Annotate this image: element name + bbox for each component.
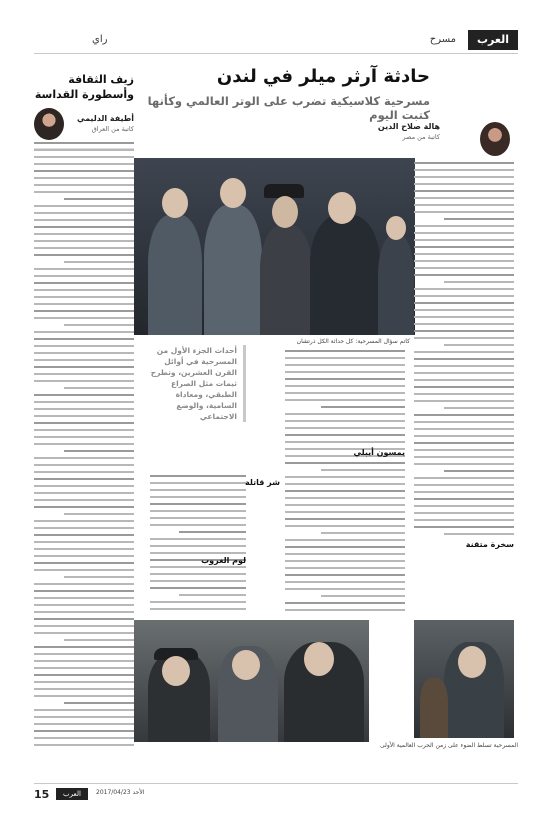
text-line [34, 170, 134, 172]
text-line [414, 477, 514, 479]
text-line [414, 505, 514, 507]
text-line [34, 268, 134, 270]
text-line [34, 226, 134, 228]
text-line [285, 364, 405, 366]
text-line [34, 590, 134, 592]
text-line [285, 490, 405, 492]
text-line [414, 365, 514, 367]
text-line [414, 176, 514, 178]
text-line [414, 330, 514, 332]
text-line [285, 441, 405, 443]
page-footer [34, 783, 518, 801]
text-line [34, 254, 134, 256]
newspaper-logo: العرب [468, 30, 518, 50]
text-line [444, 533, 514, 535]
text-line [414, 288, 514, 290]
text-line [414, 498, 514, 500]
text-line [414, 183, 514, 185]
text-line [34, 625, 134, 627]
section-heading-4: سخرة متقنة [465, 540, 514, 549]
text-line [34, 681, 134, 683]
text-line [64, 513, 134, 515]
text-line [285, 553, 405, 555]
text-line [34, 184, 134, 186]
text-line [34, 611, 134, 613]
text-line [34, 534, 134, 536]
text-line [150, 496, 246, 498]
text-line [34, 296, 134, 298]
text-line [34, 674, 134, 676]
text-line [414, 463, 514, 465]
text-line [285, 357, 405, 359]
text-line [414, 274, 514, 276]
author-avatar [480, 122, 510, 156]
text-line [34, 191, 134, 193]
text-line [285, 385, 405, 387]
text-line [285, 588, 405, 590]
opinion-section-label: راي [92, 34, 108, 45]
text-line [150, 517, 246, 519]
text-line [64, 576, 134, 578]
text-line [414, 260, 514, 262]
footer-date: الأحد 2017/04/23 [96, 789, 145, 796]
text-line [64, 324, 134, 326]
text-line [285, 609, 405, 611]
text-line [285, 483, 405, 485]
text-line [414, 204, 514, 206]
sidebar-title: زيف الثقافة وأسطورة القداسة [34, 73, 134, 101]
section-label: مسرح [429, 34, 456, 45]
text-line [414, 512, 514, 514]
text-line [34, 282, 134, 284]
stage-photo-top [134, 158, 415, 335]
page-header [34, 28, 518, 54]
text-line [34, 177, 134, 179]
text-line [34, 646, 134, 648]
text-line [34, 163, 134, 165]
text-line [285, 462, 405, 464]
text-line [150, 510, 246, 512]
text-line [34, 233, 134, 235]
text-line [34, 660, 134, 662]
text-line [414, 442, 514, 444]
text-line [150, 608, 246, 610]
text-line [34, 156, 134, 158]
footer-logo: العرب [56, 788, 88, 800]
text-line [285, 511, 405, 513]
text-line [34, 520, 134, 522]
text-line [34, 149, 134, 151]
article-headline: حادثة آرثر ميلر في لندن [216, 66, 430, 87]
text-line [414, 190, 514, 192]
text-line [34, 310, 134, 312]
sidebar-author-name: أطيفة الدليمي [76, 114, 134, 123]
text-line [414, 400, 514, 402]
text-line [34, 275, 134, 277]
text-line [414, 351, 514, 353]
text-line [414, 323, 514, 325]
text-line [34, 240, 134, 242]
text-line [150, 601, 246, 603]
text-line [34, 142, 134, 144]
text-line [414, 484, 514, 486]
text-line [150, 503, 246, 505]
text-line [34, 562, 134, 564]
text-line [414, 267, 514, 269]
text-line [34, 289, 134, 291]
text-line [34, 555, 134, 557]
text-line [34, 604, 134, 606]
text-line [285, 392, 405, 394]
text-line [34, 359, 134, 361]
text-line [179, 531, 246, 533]
text-line [34, 569, 134, 571]
text-line [64, 702, 134, 704]
text-line [150, 489, 246, 491]
author-byline [300, 122, 440, 141]
text-line [150, 587, 246, 589]
text-line [34, 527, 134, 529]
text-line [150, 573, 246, 575]
text-line [64, 639, 134, 641]
sidebar-author [34, 108, 134, 142]
text-line [285, 378, 405, 380]
text-line [34, 478, 134, 480]
article-column-middle [285, 350, 405, 620]
text-line [414, 428, 514, 430]
text-line [285, 504, 405, 506]
text-line [414, 393, 514, 395]
text-line [285, 476, 405, 478]
text-line [179, 594, 246, 596]
text-line [34, 464, 134, 466]
text-line [34, 667, 134, 669]
text-line [414, 421, 514, 423]
text-line [414, 225, 514, 227]
text-line [34, 744, 134, 746]
text-line [414, 379, 514, 381]
pull-quote: أحداث الجزء الأول من المسرحية في أوائل القرن العشرين، وتطرح ثيمات مثل الصراع الطبقي، ومعاداة السامية، والوضع الاجتماعي [150, 345, 246, 422]
text-line [414, 169, 514, 171]
text-line [34, 394, 134, 396]
text-line [285, 518, 405, 520]
text-line [285, 560, 405, 562]
text-line [64, 387, 134, 389]
text-line [285, 539, 405, 541]
text-line [285, 350, 405, 352]
text-line [414, 295, 514, 297]
text-line [414, 372, 514, 374]
text-line [34, 422, 134, 424]
text-line [285, 602, 405, 604]
text-line [414, 358, 514, 360]
stage-photo-bottom-left [134, 620, 369, 742]
text-line [34, 632, 134, 634]
text-line [34, 709, 134, 711]
text-line [285, 420, 405, 422]
text-line [34, 688, 134, 690]
text-line [34, 338, 134, 340]
text-line [285, 497, 405, 499]
text-line [34, 485, 134, 487]
text-line [150, 538, 246, 540]
text-line [34, 415, 134, 417]
article-subheadline: مسرحية كلاسيكية تضرب على الوتر العالمي وكأنها كتبت اليوم [147, 94, 430, 122]
text-line [34, 548, 134, 550]
text-line [34, 492, 134, 494]
text-line [34, 429, 134, 431]
article-column-left [150, 475, 246, 620]
text-line [285, 546, 405, 548]
text-line [150, 580, 246, 582]
text-line [64, 450, 134, 452]
text-line [34, 737, 134, 739]
text-line [444, 218, 514, 220]
text-line [64, 198, 134, 200]
text-line [34, 499, 134, 501]
text-line [34, 597, 134, 599]
text-line [414, 232, 514, 234]
text-line [34, 408, 134, 410]
text-line [34, 541, 134, 543]
text-line [444, 407, 514, 409]
page-number: 15 [34, 788, 50, 801]
text-line [150, 552, 246, 554]
author-name: هالة صلاح الدين [377, 122, 440, 131]
section-heading-2: شر قاتلة [245, 478, 280, 487]
sidebar-column [34, 72, 134, 762]
text-line [414, 519, 514, 521]
text-line [150, 566, 246, 568]
text-line [34, 436, 134, 438]
text-line [34, 352, 134, 354]
section-heading-3: لوم الغروب [201, 556, 246, 565]
text-line [34, 583, 134, 585]
text-line [285, 567, 405, 569]
sidebar-body-text [34, 142, 134, 754]
text-line [34, 723, 134, 725]
text-line [34, 247, 134, 249]
text-line [414, 253, 514, 255]
text-line [414, 435, 514, 437]
text-line [150, 475, 246, 477]
text-line [34, 506, 134, 508]
text-line [285, 525, 405, 527]
text-line [414, 456, 514, 458]
section-heading-1: يمسون أيبلي [353, 448, 405, 457]
text-line [414, 309, 514, 311]
text-line [34, 695, 134, 697]
text-line [34, 317, 134, 319]
text-line [321, 595, 405, 597]
text-line [285, 574, 405, 576]
text-line [34, 443, 134, 445]
text-line [34, 457, 134, 459]
text-line [414, 449, 514, 451]
text-line [34, 373, 134, 375]
text-line [285, 371, 405, 373]
text-line [285, 427, 405, 429]
author-role: كاتبة من مصر [402, 133, 440, 141]
text-line [321, 469, 405, 471]
text-line [414, 197, 514, 199]
text-line [34, 212, 134, 214]
text-line [34, 380, 134, 382]
text-line [34, 471, 134, 473]
text-line [34, 205, 134, 207]
text-line [414, 337, 514, 339]
sidebar-author-role: كاتبة من العراق [91, 125, 134, 133]
text-line [414, 491, 514, 493]
text-line [34, 716, 134, 718]
stage-photo-bottom-right [414, 620, 514, 738]
text-line [414, 239, 514, 241]
text-line [150, 524, 246, 526]
text-line [444, 344, 514, 346]
photo-caption-bottom: المسرحية تسلط الضوء على زمن الحرب العالمية الأولى [380, 742, 518, 749]
text-line [321, 406, 405, 408]
text-line [34, 730, 134, 732]
text-line [285, 434, 405, 436]
text-line [414, 414, 514, 416]
text-line [34, 366, 134, 368]
text-line [414, 246, 514, 248]
text-line [34, 331, 134, 333]
text-line [150, 545, 246, 547]
text-line [285, 413, 405, 415]
text-line [444, 470, 514, 472]
photo-caption-top: كاتم سؤال المسرحية: كل حداثة الكل ذرتشان [296, 338, 410, 345]
text-line [414, 211, 514, 213]
text-line [285, 581, 405, 583]
text-line [444, 281, 514, 283]
text-line [414, 316, 514, 318]
text-line [34, 303, 134, 305]
sidebar-author-avatar [34, 108, 64, 140]
text-line [414, 386, 514, 388]
text-line [34, 653, 134, 655]
text-line [414, 162, 514, 164]
text-line [414, 302, 514, 304]
text-line [34, 401, 134, 403]
text-line [321, 532, 405, 534]
text-line [414, 526, 514, 528]
text-line [34, 219, 134, 221]
text-line [34, 345, 134, 347]
text-line [34, 618, 134, 620]
text-line [285, 399, 405, 401]
text-line [64, 261, 134, 263]
